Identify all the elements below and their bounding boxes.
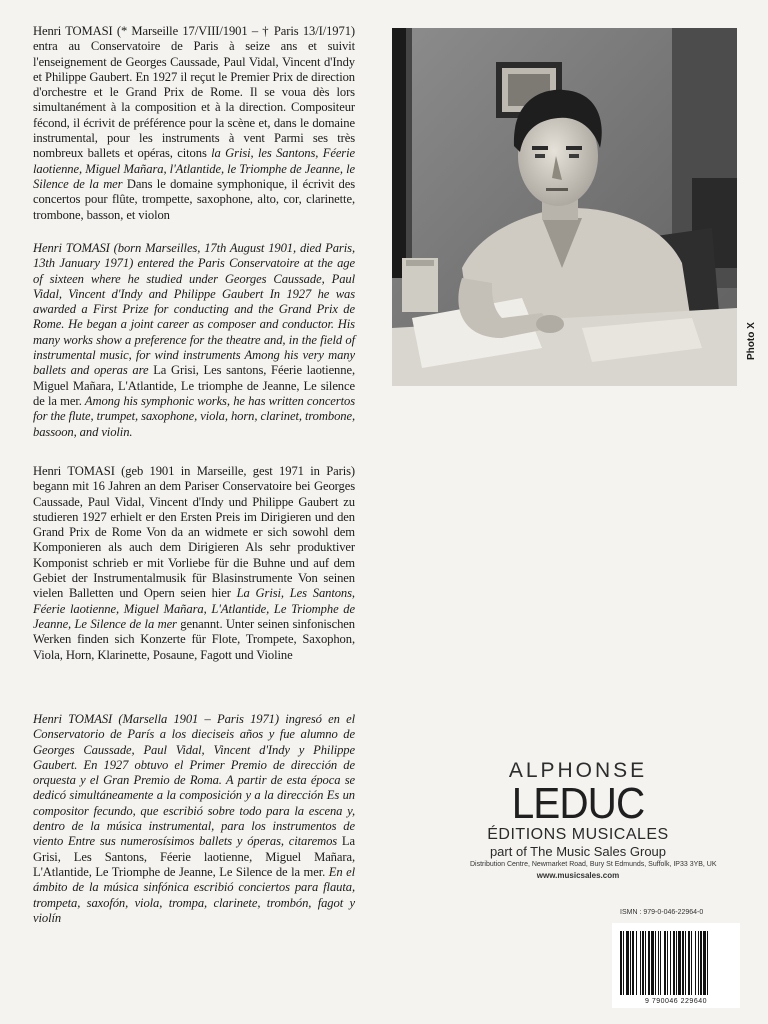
barcode-bar [660, 931, 661, 995]
bio-en-text: Henri TOMASI (born Marseilles, 17th August 1901, died Paris, 13th January 1971) entered the Paris Conservatoire at the age of sixteen where he studied under Georges Caussade, Paul Vidal, Vincent d'Indy and Philippe Gaubert In 1927 he was awarded a First Prize for conducting and the Grand Prix de Rome. He began a joint career as composer and conductor. His many works show a preference for the theatre and, in the field of instrumental music, for wind instruments Among his very many ballets and operas are [33, 241, 355, 378]
barcode-bar [648, 931, 650, 995]
barcode-bar [620, 931, 622, 995]
publisher-logo [470, 759, 717, 882]
bio-fr-titles: la Grisi, les Santons, Féerie laotienne, Miguel Mañara, l'Atlantide, le Triomphe de Jeanne, le Silence de la mer [33, 146, 355, 191]
photo-credit: Photo X [746, 322, 757, 360]
publisher-name-main: LEDUC [511, 779, 645, 828]
barcode-bar [636, 931, 637, 995]
biography-spanish [33, 712, 355, 926]
barcode-bar [632, 931, 634, 995]
barcode-bar [642, 931, 644, 995]
barcode-bar [630, 931, 631, 995]
barcode-bar [645, 931, 646, 995]
publisher-address: Distribution Centre, Newmarket Road, Bury St Edmunds, Suffolk, IP33 3YB, UK [470, 861, 717, 868]
publisher-name-top: ALPHONSE [508, 759, 648, 782]
barcode-bar [667, 931, 668, 995]
ismn-number: ISMN : 979-0-046-22964-0 [620, 909, 704, 916]
barcode-bar [688, 931, 690, 995]
publisher-url: www.musicsales.com [536, 871, 620, 880]
barcode-bar [682, 931, 684, 995]
portrait-illustration [392, 28, 737, 386]
barcode-bar [695, 931, 696, 995]
bio-es-text-end: En el ámbito de la música sinfónica escribió conciertos para flauta, trompeta, saxofón, viola, trompa, clarinete, trombón, fagot y violín [33, 864, 355, 925]
barcode-bar [670, 931, 671, 995]
bio-de-titles: La Grisi, Les Santons, Féerie laotienne, Miguel Mañara, L'Atlantide, Le Triomphe de Jeanne, Le Silence de la mer [33, 586, 355, 631]
barcode-bar [664, 931, 666, 995]
bio-es-titles: La Grisi, Les Santons, Féerie laotienne, Miguel Mañara, L'Atlantide, Le Triomphe de Jeanne, Le Silence de la mer. [33, 834, 355, 879]
barcode-bar [651, 931, 654, 995]
bio-de-text-end: genannt. Unter seinen sinfonischen Werken finden sich Konzerte für Flote, Trompete, Saxophon, Viola, Horn, Klarinette, Posaune, Fagott und Violine [33, 616, 355, 662]
barcode-bar [678, 931, 681, 995]
barcode-bar [707, 931, 708, 995]
barcode-bar [640, 931, 641, 995]
bio-fr-text: Henri TOMASI (* Marseille 17/VIII/1901 – † Paris 13/I/1971) entra au Conservatoire de Paris à seize ans et suivit l'enseignement de Georges Caussade, Paul Vidal, Vincent d'Indy et Philippe Gaubert. En 1927 il reçut le Premier Prix de direction d'orchestre et le Grand Prix de Rome. Il se voua dès lors simultanément à la composition et à la direction. Compositeur fécond, il écrivit de préférence pour la scène et, dans le domaine instrumental, pour les instruments à vent Parmi ses très nombreux ballets et opéras, citons [33, 24, 355, 161]
barcode-bar [658, 931, 659, 995]
bio-es-text: Henri TOMASI (Marsella 1901 – Paris 1971) ingresó en el Conservatorio de París a los dieciseis años y fue alumno de Georges Caussade, Paul Vidal, Vincent d'Indy y Philippe Gaubert. En 1927 obtuvo el Primer Premio de dirección de orquesta y el Gran Premio de Roma. A partir de esta época se dedicó simultáneamente a la composición y a la dirección Es un compositor fecundo, que escribió sobre todo para la escena y, dentro de la música instrumental, para los instrumentos de viento Entre sus numerosísimos ballets y óperas, citaremos [33, 712, 355, 849]
barcode-bar [655, 931, 656, 995]
bio-fr-text-end: Dans le domaine symphonique, il écrivit des concertos pour flûte, trompette, saxophone, alto, cor, clarinette, trombone, basson, et violon [33, 176, 355, 222]
barcode-bar [685, 931, 686, 995]
biography-french [33, 24, 355, 223]
barcode-bar [676, 931, 677, 995]
barcode-bar [700, 931, 702, 995]
barcode [612, 923, 740, 1008]
barcode-bar [698, 931, 699, 995]
barcode-digits: 9 790046 229640 [645, 998, 707, 1005]
publisher-subtitle: ÉDITIONS MUSICALES [487, 826, 669, 843]
biography-german [33, 464, 355, 663]
barcode-bars [620, 931, 732, 995]
barcode-bar [673, 931, 675, 995]
barcode-bar [703, 931, 706, 995]
bio-de-text: Henri TOMASI (geb 1901 in Marseille, gest 1971 in Paris) begann mit 16 Jahren an dem Pariser Conservatoire bei Georges Caussade, Paul Vidal, Vincent d'Indy und Philippe Gaubert zu studieren 1927 erhielt er den Ersten Preis im Dirigieren und den Grand Prix de Rome Von da an widmete er sich sowohl dem Komponieren als auch dem Dirigieren Als sehr produktiver Komponist schrieb er mit Vorliebe für die Buhne und auf dem Gebiet der Instrumentalmusik für Blasinstrumente Von seinen vielen Balletten und Opern seien hier [33, 464, 355, 601]
biography-english [33, 241, 355, 440]
barcode-bar [691, 931, 692, 995]
composer-portrait-photo [392, 28, 737, 386]
bio-en-titles: La Grisi, Les santons, Féerie laotienne, Miguel Mañara, L'Atlantide, Le triomphe de Jeanne, Le silence de la mer. [33, 363, 355, 408]
publisher-group: part of The Music Sales Group [489, 844, 667, 859]
bio-en-text-end: Among his symphonic works, he has written concertos for the flute, trumpet, saxophone, viola, horn, clarinet, trombone, bassoon, and violin. [33, 393, 355, 439]
barcode-bar [626, 931, 629, 995]
barcode-bar [623, 931, 624, 995]
